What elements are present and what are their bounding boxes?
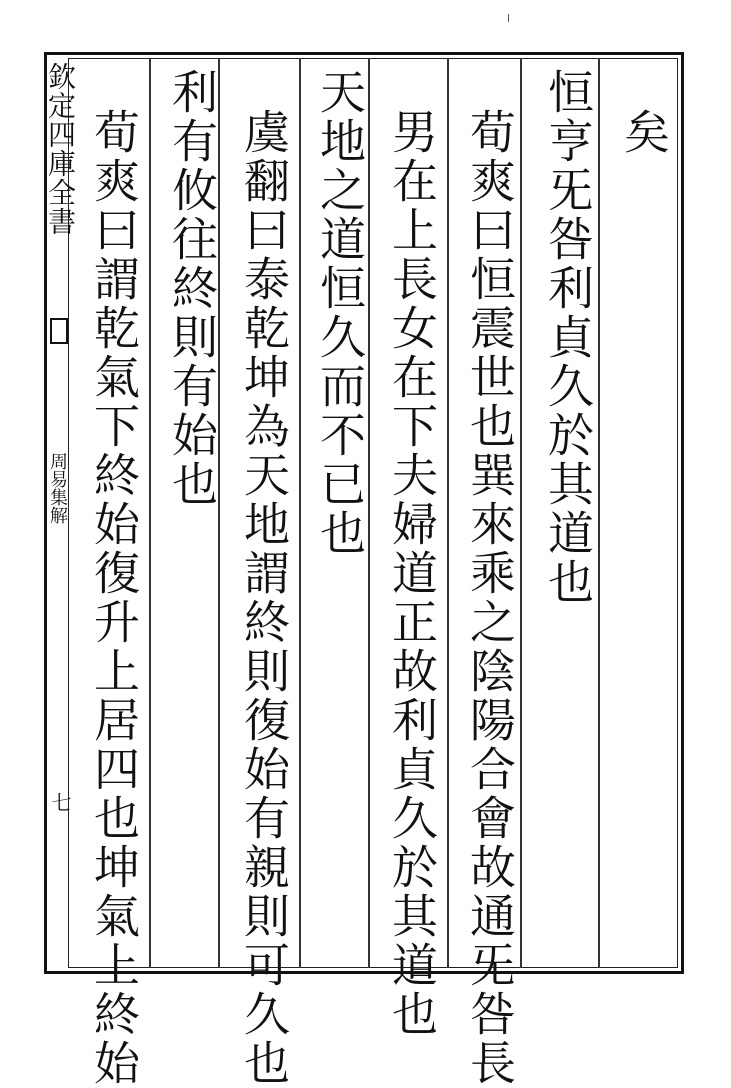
text-column-3: 荀爽曰恒震世也巽來乘之陰陽合會故通旡咎長 <box>463 108 517 1088</box>
page-number: 七 <box>48 792 72 812</box>
text-column-7: 利有攸往終則有始也 <box>165 68 219 509</box>
column-rule <box>598 58 600 968</box>
collection-title: 欽定四庫全書 <box>44 62 77 236</box>
text-column-5: 天地之道恒久而不已也 <box>313 68 367 558</box>
fish-tail-mark <box>50 318 68 344</box>
column-rule <box>149 58 151 968</box>
text-column-1: 矣 <box>617 108 671 157</box>
scan-mark <box>508 14 509 22</box>
text-column-2: 恒亨旡咎利貞久於其道也 <box>541 68 595 607</box>
column-rule <box>368 58 370 968</box>
text-column-8: 荀爽曰謂乾氣下終始復升上居四也坤氣上終始 <box>87 108 141 1088</box>
text-column-4: 男在上長女在下夫婦道正故利貞久於其道也 <box>385 108 439 1039</box>
book-title: 周易集解 <box>47 452 68 524</box>
column-rule <box>447 58 449 968</box>
text-column-6: 虞翻曰泰乾坤為天地謂終則復始有親則可久也 <box>237 108 291 1088</box>
column-rule <box>299 58 301 968</box>
column-rule <box>520 58 522 968</box>
